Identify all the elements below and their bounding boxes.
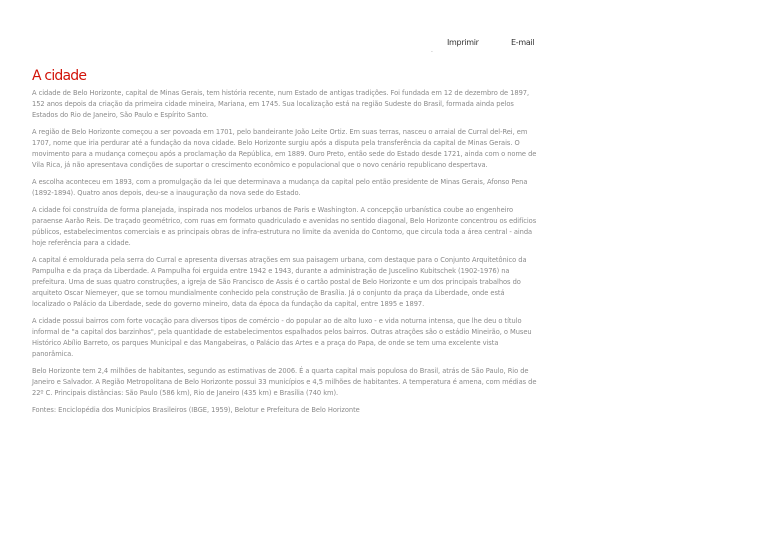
article-sources: Fontes: Enciclopédia dos Municípios Brasileiros (IBGE, 1959), Belotur e Prefeitura de Belo Horizonte: [32, 406, 360, 414]
article-paragraph: A cidade possui bairros com forte vocação para diversos tipos de comércio - do popular ao de alto luxo - e vida noturna intensa, que lhe deu o título informal de "a capital dos barzinhos", pela quantidade de estabelecimentos espalhados pelos bairros. Outras atrações são o estádio Mineirão, o Museu Histórico Abílio Barreto, os parques Municipal e das Mangabeiras, o Palácio das Artes e a praça do Papa, de onde se tem uma excelente vista panorâmica.: [32, 317, 532, 358]
article-paragraph: A capital é emoldurada pela serra do Curral e apresenta diversas atrações em sua paisagem urbana, com destaque para o Conjunto Arquitetônico da Pampulha e da praça da Liberdade. A Pampulha foi erguida entre 1942 e 1943, durante a administração de Juscelino Kubitschek (1902-1976) na prefeitura. Uma de suas quatro construções, a igreja de São Francisco de Assis é o cartão postal de Belo Horizonte e um dos principais trabalhos do arquiteto Oscar Niemeyer, que se tornou mundialmente conhecido pela construção de Brasília. Já o conjunto da praça da Liberdade, onde está localizado o Palácio da Liberdade, sede do governo mineiro, data da época da fundação da capital, entre 1895 e 1897.: [32, 256, 527, 308]
article-paragraph: A região de Belo Horizonte começou a ser povoada em 1701, pelo bandeirante João Leite Ortiz. Em suas terras, nasceu o arraial de Curral del-Rei, em 1707, nome que iria perdurar até a fundação da nova cidade. Belo Horizonte surgiu após a disputa pela transferência da capital de Minas Gerais. O movimento para a mudança começou após a proclamação da República, em 1889. Ouro Preto, então sede do Estado desde 1721, ainda com o nome de Vila Rica, já não apresentava condições de suportar o crescimento econômico e populacional que o novo cenário republicano despertava.: [32, 128, 537, 169]
toolbar-separator: .: [431, 47, 433, 54]
article-paragraph: Belo Horizonte tem 2,4 milhões de habitantes, segundo as estimativas de 2006. É a quarta capital mais populosa do Brasil, atrás de São Paulo, Rio de Janeiro e Salvador. A Região Metropolitana de Belo Horizonte possui 33 municípios e 4,5 milhões de habitantes. A temperatura é amena, com médias de 22º C. Principais distâncias: São Paulo (586 km), Rio de Janeiro (435 km) e Brasília (740 km).: [32, 367, 537, 397]
article-toolbar: [0, 38, 768, 52]
article-paragraph: A cidade de Belo Horizonte, capital de Minas Gerais, tem história recente, num Estado de antigas tradições. Foi fundada em 12 de dezembro de 1897, 152 anos depois da criação da primeira cidade mineira, Mariana, em 1745. Sua localização está na região Sudeste do Brasil, formada ainda pelos Estados do Rio de Janeiro, São Paulo e Espírito Santo.: [32, 89, 530, 119]
article: [32, 67, 538, 422]
article-paragraph: A cidade foi construída de forma planejada, inspirada nos modelos urbanos de Paris e Washington. A concepção urbanística coube ao engenheiro paraense Aarão Reis. De traçado geométrico, com ruas em formato quadriculado e avenidas no sentido diagonal, Belo Horizonte concentrou os edifícios públicos, estabelecimentos comerciais e as principais obras de infra-estrutura no limite da avenida do Contorno, que circula toda a área central - ainda hoje referência para a cidade.: [32, 206, 537, 247]
email-link[interactable]: E-mail: [511, 38, 535, 47]
article-title: A cidade: [32, 68, 87, 84]
print-link[interactable]: Imprimir: [447, 38, 479, 47]
article-paragraph: A escolha aconteceu em 1893, com a promulgação da lei que determinava a mudança da capital pelo então presidente de Minas Gerais, Afonso Pena (1892-1894). Quatro anos depois, deu-se a inauguração da nova sede do Estado.: [32, 178, 528, 197]
